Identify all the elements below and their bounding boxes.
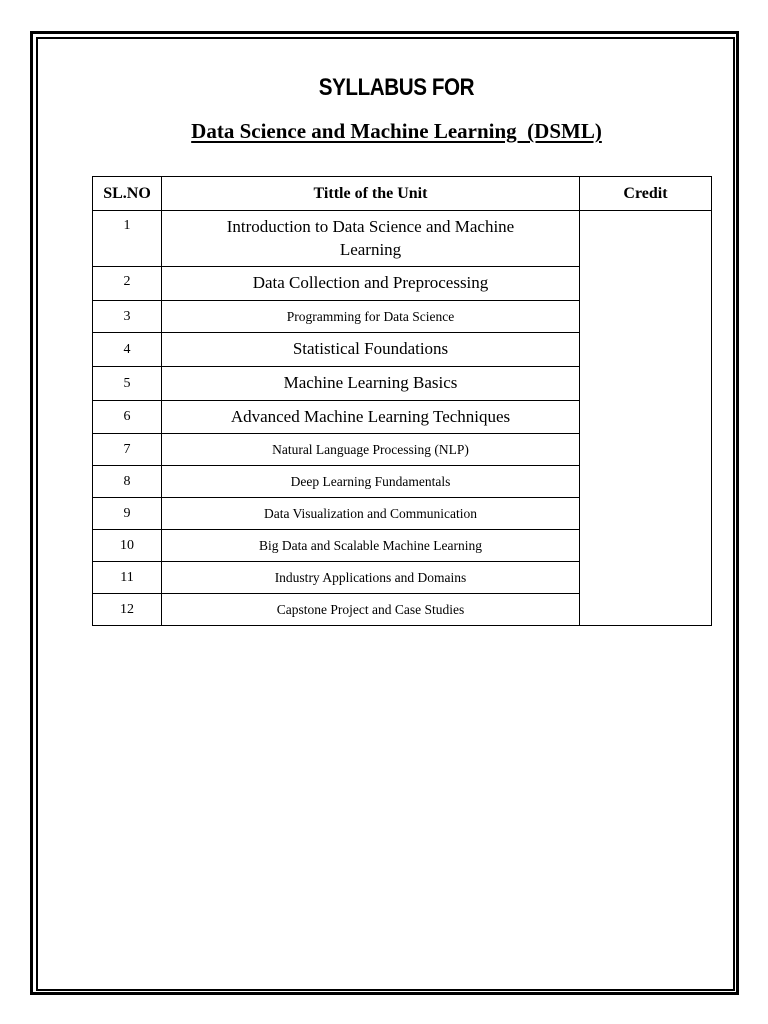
row-unit-title: Data Visualization and Communication (162, 498, 580, 530)
row-sl-no: 4 (93, 333, 162, 367)
row-unit-title: Programming for Data Science (162, 301, 580, 333)
row-sl-no: 12 (93, 594, 162, 626)
row-sl-no: 11 (93, 562, 162, 594)
row-sl-no: 2 (93, 267, 162, 301)
row-unit-title: Data Collection and Preprocessing (162, 267, 580, 301)
header-unit-title: Tittle of the Unit (162, 177, 580, 211)
row-sl-no: 10 (93, 530, 162, 562)
row-unit-title: Statistical Foundations (162, 333, 580, 367)
row-sl-no: 8 (93, 466, 162, 498)
table-row (93, 211, 712, 267)
row-unit-title: Capstone Project and Case Studies (162, 594, 580, 626)
header-sl-no: SL.NO (93, 177, 162, 211)
syllabus-table (92, 176, 712, 626)
row-sl-no: 3 (93, 301, 162, 333)
row-unit-title: Advanced Machine Learning Techniques (162, 401, 580, 434)
document-title: SYLLABUS FOR (318, 74, 475, 101)
credit-cell (580, 211, 712, 626)
row-sl-no: 7 (93, 434, 162, 466)
document-subtitle: Data Science and Machine Learning (DSML) (191, 119, 602, 143)
row-unit-title: Natural Language Processing (NLP) (162, 434, 580, 466)
row-unit-title: Industry Applications and Domains (162, 562, 580, 594)
row-unit-title: Big Data and Scalable Machine Learning (162, 530, 580, 562)
row-sl-no: 6 (93, 401, 162, 434)
row-unit-title: Machine Learning Basics (162, 367, 580, 401)
row-unit-title: Introduction to Data Science and Machine Learning (162, 211, 580, 267)
row-sl-no: 1 (93, 211, 162, 267)
row-sl-no: 9 (93, 498, 162, 530)
header-credit: Credit (580, 177, 712, 211)
row-unit-title: Deep Learning Fundamentals (162, 466, 580, 498)
table-header-row (93, 177, 712, 211)
row-sl-no: 5 (93, 367, 162, 401)
